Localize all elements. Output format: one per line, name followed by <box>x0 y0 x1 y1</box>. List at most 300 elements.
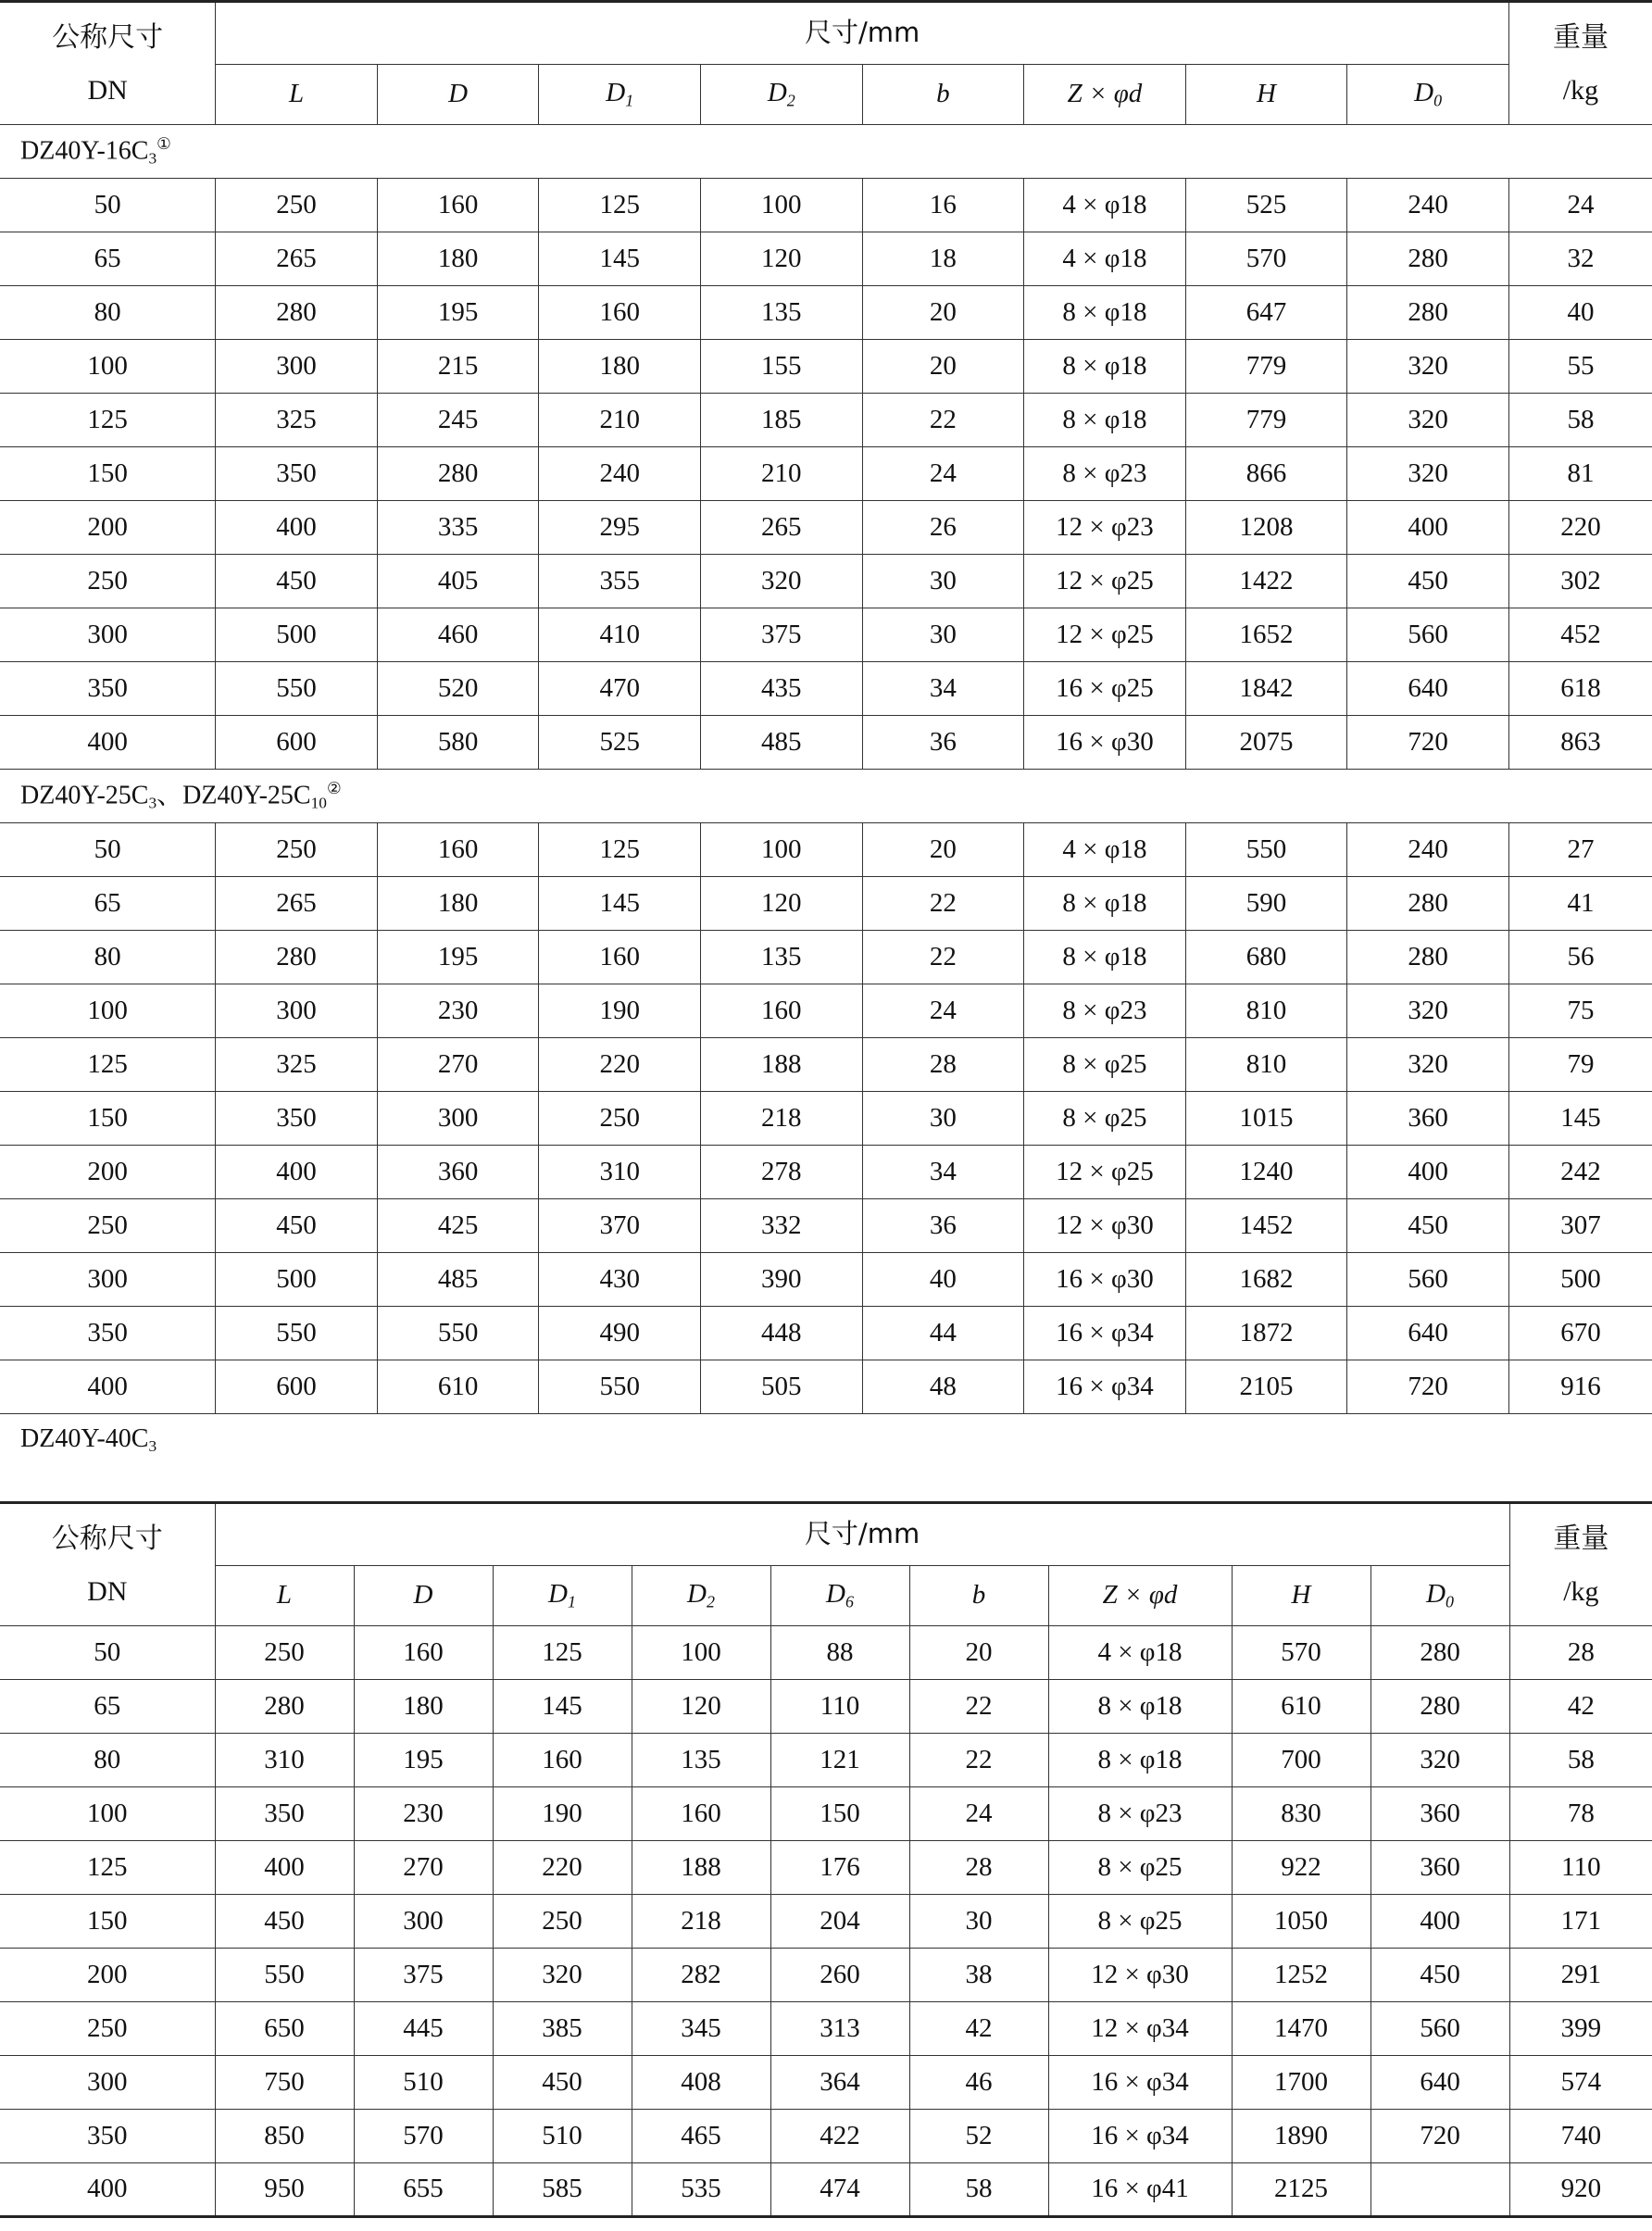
dn-cell: 300 <box>0 2056 215 2110</box>
column-header-subscript: 2 <box>706 1592 715 1611</box>
table-cell: 550 <box>1185 823 1347 877</box>
table-cell: 655 <box>354 2163 493 2217</box>
table-cell: 24 <box>1508 179 1652 232</box>
column-header-subscript: 1 <box>567 1592 576 1611</box>
table-cell: 435 <box>701 662 863 716</box>
section-row <box>0 1414 1652 1468</box>
footnote-marker: ① <box>156 135 171 154</box>
table-cell: 215 <box>377 340 539 394</box>
table-cell: 55 <box>1508 340 1652 394</box>
dimension-table-2 <box>0 1501 1652 2218</box>
header-row-1 <box>0 1503 1652 1566</box>
table-row <box>0 2002 1652 2056</box>
table-cell: 360 <box>1347 1092 1509 1146</box>
table-cell: 265 <box>216 232 378 286</box>
table-cell: 400 <box>215 1841 354 1895</box>
column-header-symbol: L <box>276 1580 293 1611</box>
table-cell: 250 <box>216 823 378 877</box>
table-cell: 188 <box>701 1038 863 1092</box>
table-cell: 22 <box>862 931 1024 984</box>
table-cell: 313 <box>770 2002 909 2056</box>
table-cell: 8 × φ18 <box>1048 1680 1232 1734</box>
table-cell: 110 <box>770 1680 909 1734</box>
column-header <box>1347 65 1509 125</box>
table-cell: 450 <box>1347 555 1509 608</box>
table-cell: 720 <box>1370 2110 1509 2163</box>
table-cell: 640 <box>1347 1307 1509 1360</box>
table-row <box>0 1734 1652 1787</box>
table-cell: 300 <box>354 1895 493 1949</box>
table-cell: 210 <box>701 447 863 501</box>
table-cell: 190 <box>539 984 701 1038</box>
table-cell: 779 <box>1185 394 1347 447</box>
table-cell: 647 <box>1185 286 1347 340</box>
dn-cell: 300 <box>0 1253 216 1307</box>
column-header <box>862 65 1024 125</box>
table-cell: 120 <box>701 232 863 286</box>
table-row <box>0 877 1652 931</box>
table-cell: 560 <box>1347 1253 1509 1307</box>
table-cell: 280 <box>1347 232 1509 286</box>
table-cell: 390 <box>701 1253 863 1307</box>
column-header-symbol: D <box>1426 1578 1446 1609</box>
table-cell: 24 <box>909 1787 1048 1841</box>
table-cell: 34 <box>862 662 1024 716</box>
column-header-symbol: b <box>936 79 950 109</box>
table-cell: 79 <box>1508 1038 1652 1092</box>
table-cell: 12 × φ30 <box>1024 1199 1186 1253</box>
table-cell: 355 <box>539 555 701 608</box>
column-header <box>1024 65 1186 125</box>
table-cell: 160 <box>377 179 539 232</box>
table-cell: 560 <box>1370 2002 1509 2056</box>
table-cell: 188 <box>632 1841 770 1895</box>
table-cell: 30 <box>862 1092 1024 1146</box>
section-model-subscript: 3 <box>148 794 157 812</box>
table-cell: 250 <box>493 1895 632 1949</box>
table-row <box>0 2056 1652 2110</box>
dn-cell: 400 <box>0 716 216 770</box>
table-cell: 430 <box>539 1253 701 1307</box>
table-cell: 12 × φ30 <box>1048 1949 1232 2002</box>
table-cell: 500 <box>216 1253 378 1307</box>
table-cell: 8 × φ23 <box>1024 447 1186 501</box>
table-cell: 320 <box>701 555 863 608</box>
table-cell: 30 <box>862 608 1024 662</box>
table-cell: 32 <box>1508 232 1652 286</box>
table-cell: 220 <box>1508 501 1652 555</box>
table-cell: 56 <box>1508 931 1652 984</box>
table-cell: 500 <box>1508 1253 1652 1307</box>
table-cell: 300 <box>216 984 378 1038</box>
table-cell: 325 <box>216 1038 378 1092</box>
weight-header <box>1508 2 1652 125</box>
dn-header-label: 公称尺寸 <box>51 1522 163 1555</box>
dn-cell: 200 <box>0 1146 216 1199</box>
table-cell: 160 <box>701 984 863 1038</box>
table-cell: 145 <box>539 232 701 286</box>
table-cell: 920 <box>1509 2163 1652 2217</box>
table-cell: 505 <box>701 1360 863 1414</box>
column-header <box>1370 1566 1509 1626</box>
section-model-subscript: 10 <box>310 794 327 812</box>
table-cell: 550 <box>216 1307 378 1360</box>
table-cell: 375 <box>354 1949 493 2002</box>
table-cell: 450 <box>215 1895 354 1949</box>
table-cell: 42 <box>909 2002 1048 2056</box>
table-cell: 332 <box>701 1199 863 1253</box>
table-cell: 350 <box>216 1092 378 1146</box>
table-cell: 1700 <box>1232 2056 1370 2110</box>
table-cell: 16 × φ41 <box>1048 2163 1232 2217</box>
table-cell: 230 <box>377 984 539 1038</box>
column-header-symbol: D <box>606 77 626 107</box>
column-header-symbol: D <box>767 77 787 107</box>
table-cell: 1890 <box>1232 2110 1370 2163</box>
table-cell: 1842 <box>1185 662 1347 716</box>
table-row <box>0 340 1652 394</box>
dimensions-header: 尺寸/mm <box>216 2 1509 65</box>
table-cell: 250 <box>216 179 378 232</box>
table-cell: 585 <box>493 2163 632 2217</box>
table-cell: 20 <box>862 286 1024 340</box>
table-cell: 4 × φ18 <box>1024 823 1186 877</box>
table-cell: 320 <box>1347 340 1509 394</box>
column-header <box>377 65 539 125</box>
table-cell: 81 <box>1508 447 1652 501</box>
table-cell: 195 <box>354 1734 493 1787</box>
table-cell: 100 <box>701 179 863 232</box>
table-cell: 220 <box>539 1038 701 1092</box>
column-header <box>909 1566 1048 1626</box>
table-cell: 400 <box>1347 1146 1509 1199</box>
table-cell: 280 <box>1347 877 1509 931</box>
table-cell: 640 <box>1370 2056 1509 2110</box>
table-cell: 1470 <box>1232 2002 1370 2056</box>
section-model: DZ40Y-40C <box>20 1424 149 1454</box>
table-cell: 22 <box>909 1734 1048 1787</box>
table-cell: 16 × φ30 <box>1024 716 1186 770</box>
table-cell: 280 <box>377 447 539 501</box>
column-header-symbol: H <box>1257 79 1276 109</box>
table-row <box>0 716 1652 770</box>
table-cell: 44 <box>862 1307 1024 1360</box>
table-cell: 450 <box>493 2056 632 2110</box>
table-cell: 218 <box>701 1092 863 1146</box>
table-cell: 670 <box>1508 1307 1652 1360</box>
table-cell: 12 × φ25 <box>1024 608 1186 662</box>
table-cell: 385 <box>493 2002 632 2056</box>
table-cell: 240 <box>539 447 701 501</box>
table-cell: 310 <box>215 1734 354 1787</box>
section-row <box>0 125 1652 179</box>
section-model-subscript: 3 <box>148 1437 157 1456</box>
table-row <box>0 232 1652 286</box>
table-cell: 30 <box>909 1895 1048 1949</box>
table-cell: 100 <box>701 823 863 877</box>
table-cell: 280 <box>216 286 378 340</box>
column-header-symbol: Z × φd <box>1102 1580 1178 1611</box>
table-cell: 450 <box>1347 1199 1509 1253</box>
table-cell: 510 <box>354 2056 493 2110</box>
dn-cell: 125 <box>0 394 216 447</box>
table-cell: 779 <box>1185 340 1347 394</box>
table-cell: 640 <box>1347 662 1509 716</box>
table-row <box>0 555 1652 608</box>
table-cell: 125 <box>539 823 701 877</box>
column-header <box>493 1566 632 1626</box>
dn-cell: 200 <box>0 501 216 555</box>
table-cell: 16 × φ25 <box>1024 662 1186 716</box>
table-cell: 345 <box>632 2002 770 2056</box>
table-cell: 866 <box>1185 447 1347 501</box>
table-cell: 48 <box>862 1360 1024 1414</box>
table-cell: 278 <box>701 1146 863 1199</box>
table-cell: 36 <box>862 716 1024 770</box>
table-cell: 399 <box>1509 2002 1652 2056</box>
table-cell: 320 <box>1347 447 1509 501</box>
table-cell: 300 <box>216 340 378 394</box>
table-cell: 425 <box>377 1199 539 1253</box>
table-cell: 12 × φ23 <box>1024 501 1186 555</box>
dn-cell: 250 <box>0 555 216 608</box>
table-cell: 8 × φ25 <box>1048 1895 1232 1949</box>
dn-cell: 150 <box>0 1092 216 1146</box>
table-cell: 300 <box>377 1092 539 1146</box>
table-cell: 350 <box>216 447 378 501</box>
table-row <box>0 394 1652 447</box>
section-model: DZ40Y-16C <box>20 136 149 166</box>
table-row <box>0 179 1652 232</box>
dn-cell: 250 <box>0 2002 215 2056</box>
table-cell: 450 <box>216 1199 378 1253</box>
table-cell: 400 <box>216 501 378 555</box>
weight-header-unit: /kg <box>1562 74 1599 106</box>
table-cell: 830 <box>1232 1787 1370 1841</box>
table-cell: 302 <box>1508 555 1652 608</box>
table-cell: 125 <box>493 1626 632 1680</box>
column-header <box>770 1566 909 1626</box>
dn-cell: 200 <box>0 1949 215 2002</box>
column-header-symbol: D <box>413 1580 433 1611</box>
table-cell: 485 <box>377 1253 539 1307</box>
table-cell: 280 <box>1370 1626 1509 1680</box>
table-cell: 16 × φ30 <box>1024 1253 1186 1307</box>
table-cell: 40 <box>862 1253 1024 1307</box>
table-cell: 245 <box>377 394 539 447</box>
table-row <box>0 2163 1652 2217</box>
table-cell: 58 <box>1509 1734 1652 1787</box>
table-cell: 600 <box>216 1360 378 1414</box>
table-cell: 28 <box>1509 1626 1652 1680</box>
table-cell: 580 <box>377 716 539 770</box>
table-cell: 8 × φ18 <box>1024 394 1186 447</box>
table-row <box>0 286 1652 340</box>
table-cell: 618 <box>1508 662 1652 716</box>
dimensions-header: 尺寸/mm <box>215 1503 1509 1566</box>
table-cell: 150 <box>770 1787 909 1841</box>
table-cell: 810 <box>1185 984 1347 1038</box>
table-cell: 26 <box>862 501 1024 555</box>
dn-cell: 65 <box>0 232 216 286</box>
table-cell: 490 <box>539 1307 701 1360</box>
section-model-subscript: 3 <box>148 149 157 168</box>
section-title <box>0 1414 1652 1468</box>
column-header-symbol: H <box>1291 1580 1311 1611</box>
table-cell: 950 <box>215 2163 354 2217</box>
dn-header-unit: DN <box>87 1575 128 1607</box>
table-cell: 422 <box>770 2110 909 2163</box>
column-header <box>216 65 378 125</box>
column-header-symbol: D <box>687 1578 707 1609</box>
table-row <box>0 1949 1652 2002</box>
table-cell: 42 <box>1509 1680 1652 1734</box>
table-cell: 550 <box>539 1360 701 1414</box>
table-cell: 16 × φ34 <box>1048 2110 1232 2163</box>
table-cell: 190 <box>493 1787 632 1841</box>
table-cell: 460 <box>377 608 539 662</box>
table-cell: 135 <box>701 286 863 340</box>
table-cell: 12 × φ34 <box>1048 2002 1232 2056</box>
table-cell: 195 <box>377 931 539 984</box>
column-header-subscript: 0 <box>1433 91 1443 110</box>
table-cell: 145 <box>539 877 701 931</box>
column-header <box>539 65 701 125</box>
table-cell: 863 <box>1508 716 1652 770</box>
table-cell: 2105 <box>1185 1360 1347 1414</box>
table-row <box>0 984 1652 1038</box>
table-cell: 22 <box>862 877 1024 931</box>
table-row <box>0 608 1652 662</box>
table-cell: 18 <box>862 232 1024 286</box>
dn-cell: 100 <box>0 984 216 1038</box>
table-cell: 20 <box>909 1626 1048 1680</box>
table-cell: 570 <box>354 2110 493 2163</box>
table-cell: 310 <box>539 1146 701 1199</box>
table-cell: 210 <box>539 394 701 447</box>
table-cell: 916 <box>1508 1360 1652 1414</box>
dn-cell: 50 <box>0 179 216 232</box>
section-separator: 、 <box>156 781 183 810</box>
table-cell: 176 <box>770 1841 909 1895</box>
table-cell: 408 <box>632 2056 770 2110</box>
column-header-symbol: D <box>548 1578 568 1609</box>
section-row <box>0 770 1652 823</box>
weight-header-label: 重量 <box>1553 1522 1609 1555</box>
table-cell: 135 <box>632 1734 770 1787</box>
table-cell: 1050 <box>1232 1895 1370 1949</box>
table-cell: 360 <box>1370 1841 1509 1895</box>
table-row <box>0 447 1652 501</box>
table-cell: 525 <box>539 716 701 770</box>
table-cell: 474 <box>770 2163 909 2217</box>
table-cell: 280 <box>1370 1680 1509 1734</box>
table-cell: 1015 <box>1185 1092 1347 1146</box>
dn-cell: 150 <box>0 447 216 501</box>
table-row <box>0 1360 1652 1414</box>
dn-cell: 80 <box>0 286 216 340</box>
table-cell: 240 <box>1347 179 1509 232</box>
column-header-subscript: 0 <box>1446 1592 1455 1611</box>
table-cell: 218 <box>632 1895 770 1949</box>
dn-header-label: 公称尺寸 <box>52 20 164 54</box>
table-cell: 450 <box>216 555 378 608</box>
table-cell: 22 <box>862 394 1024 447</box>
table-cell: 470 <box>539 662 701 716</box>
table-cell: 360 <box>377 1146 539 1199</box>
table-cell: 41 <box>1508 877 1652 931</box>
dn-header <box>0 1503 215 1626</box>
table-cell: 370 <box>539 1199 701 1253</box>
table-cell: 8 × φ18 <box>1024 931 1186 984</box>
weight-header-label: 重量 <box>1552 20 1608 54</box>
table-cell: 400 <box>216 1146 378 1199</box>
table-cell: 335 <box>377 501 539 555</box>
column-header-symbol: L <box>288 79 305 109</box>
column-header <box>354 1566 493 1626</box>
table-cell: 720 <box>1347 1360 1509 1414</box>
table-cell: 4 × φ18 <box>1024 232 1186 286</box>
dn-cell: 250 <box>0 1199 216 1253</box>
dn-cell: 400 <box>0 2163 215 2217</box>
table-cell: 28 <box>909 1841 1048 1895</box>
table-cell: 38 <box>909 1949 1048 2002</box>
table-cell: 8 × φ18 <box>1048 1734 1232 1787</box>
table-row <box>0 931 1652 984</box>
table-cell: 535 <box>632 2163 770 2217</box>
table-row <box>0 2110 1652 2163</box>
table-cell: 135 <box>701 931 863 984</box>
table-cell: 16 × φ34 <box>1048 2056 1232 2110</box>
table-cell: 1208 <box>1185 501 1347 555</box>
table-cell: 8 × φ23 <box>1048 1787 1232 1841</box>
dn-cell: 125 <box>0 1038 216 1092</box>
table-cell: 448 <box>701 1307 863 1360</box>
section-model: DZ40Y-25C <box>20 781 149 810</box>
table-cell: 560 <box>1347 608 1509 662</box>
table-cell: 40 <box>1508 286 1652 340</box>
dn-cell: 50 <box>0 823 216 877</box>
section-title <box>0 770 1652 823</box>
table-cell: 180 <box>354 1680 493 1734</box>
table-cell: 250 <box>539 1092 701 1146</box>
table-cell: 364 <box>770 2056 909 2110</box>
table-cell: 450 <box>1370 1949 1509 2002</box>
column-header-symbol: b <box>971 1580 986 1611</box>
table-cell: 12 × φ25 <box>1024 1146 1186 1199</box>
table-cell: 78 <box>1509 1787 1652 1841</box>
table-cell: 1682 <box>1185 1253 1347 1307</box>
column-header-symbol: Z × φd <box>1067 79 1143 109</box>
table-cell: 1422 <box>1185 555 1347 608</box>
table-cell: 810 <box>1185 1038 1347 1092</box>
table-cell: 320 <box>1347 984 1509 1038</box>
table-cell: 550 <box>215 1949 354 2002</box>
table-cell: 240 <box>1347 823 1509 877</box>
table-row <box>0 1092 1652 1146</box>
table-cell: 2125 <box>1232 2163 1370 2217</box>
dn-cell: 65 <box>0 877 216 931</box>
table-cell: 27 <box>1508 823 1652 877</box>
table-cell: 75 <box>1508 984 1652 1038</box>
dn-cell: 350 <box>0 2110 215 2163</box>
column-header-subscript: 2 <box>786 91 795 110</box>
table-cell: 610 <box>377 1360 539 1414</box>
table-cell: 1452 <box>1185 1199 1347 1253</box>
table-cell: 280 <box>1347 286 1509 340</box>
table-cell: 30 <box>862 555 1024 608</box>
table-cell: 160 <box>539 931 701 984</box>
